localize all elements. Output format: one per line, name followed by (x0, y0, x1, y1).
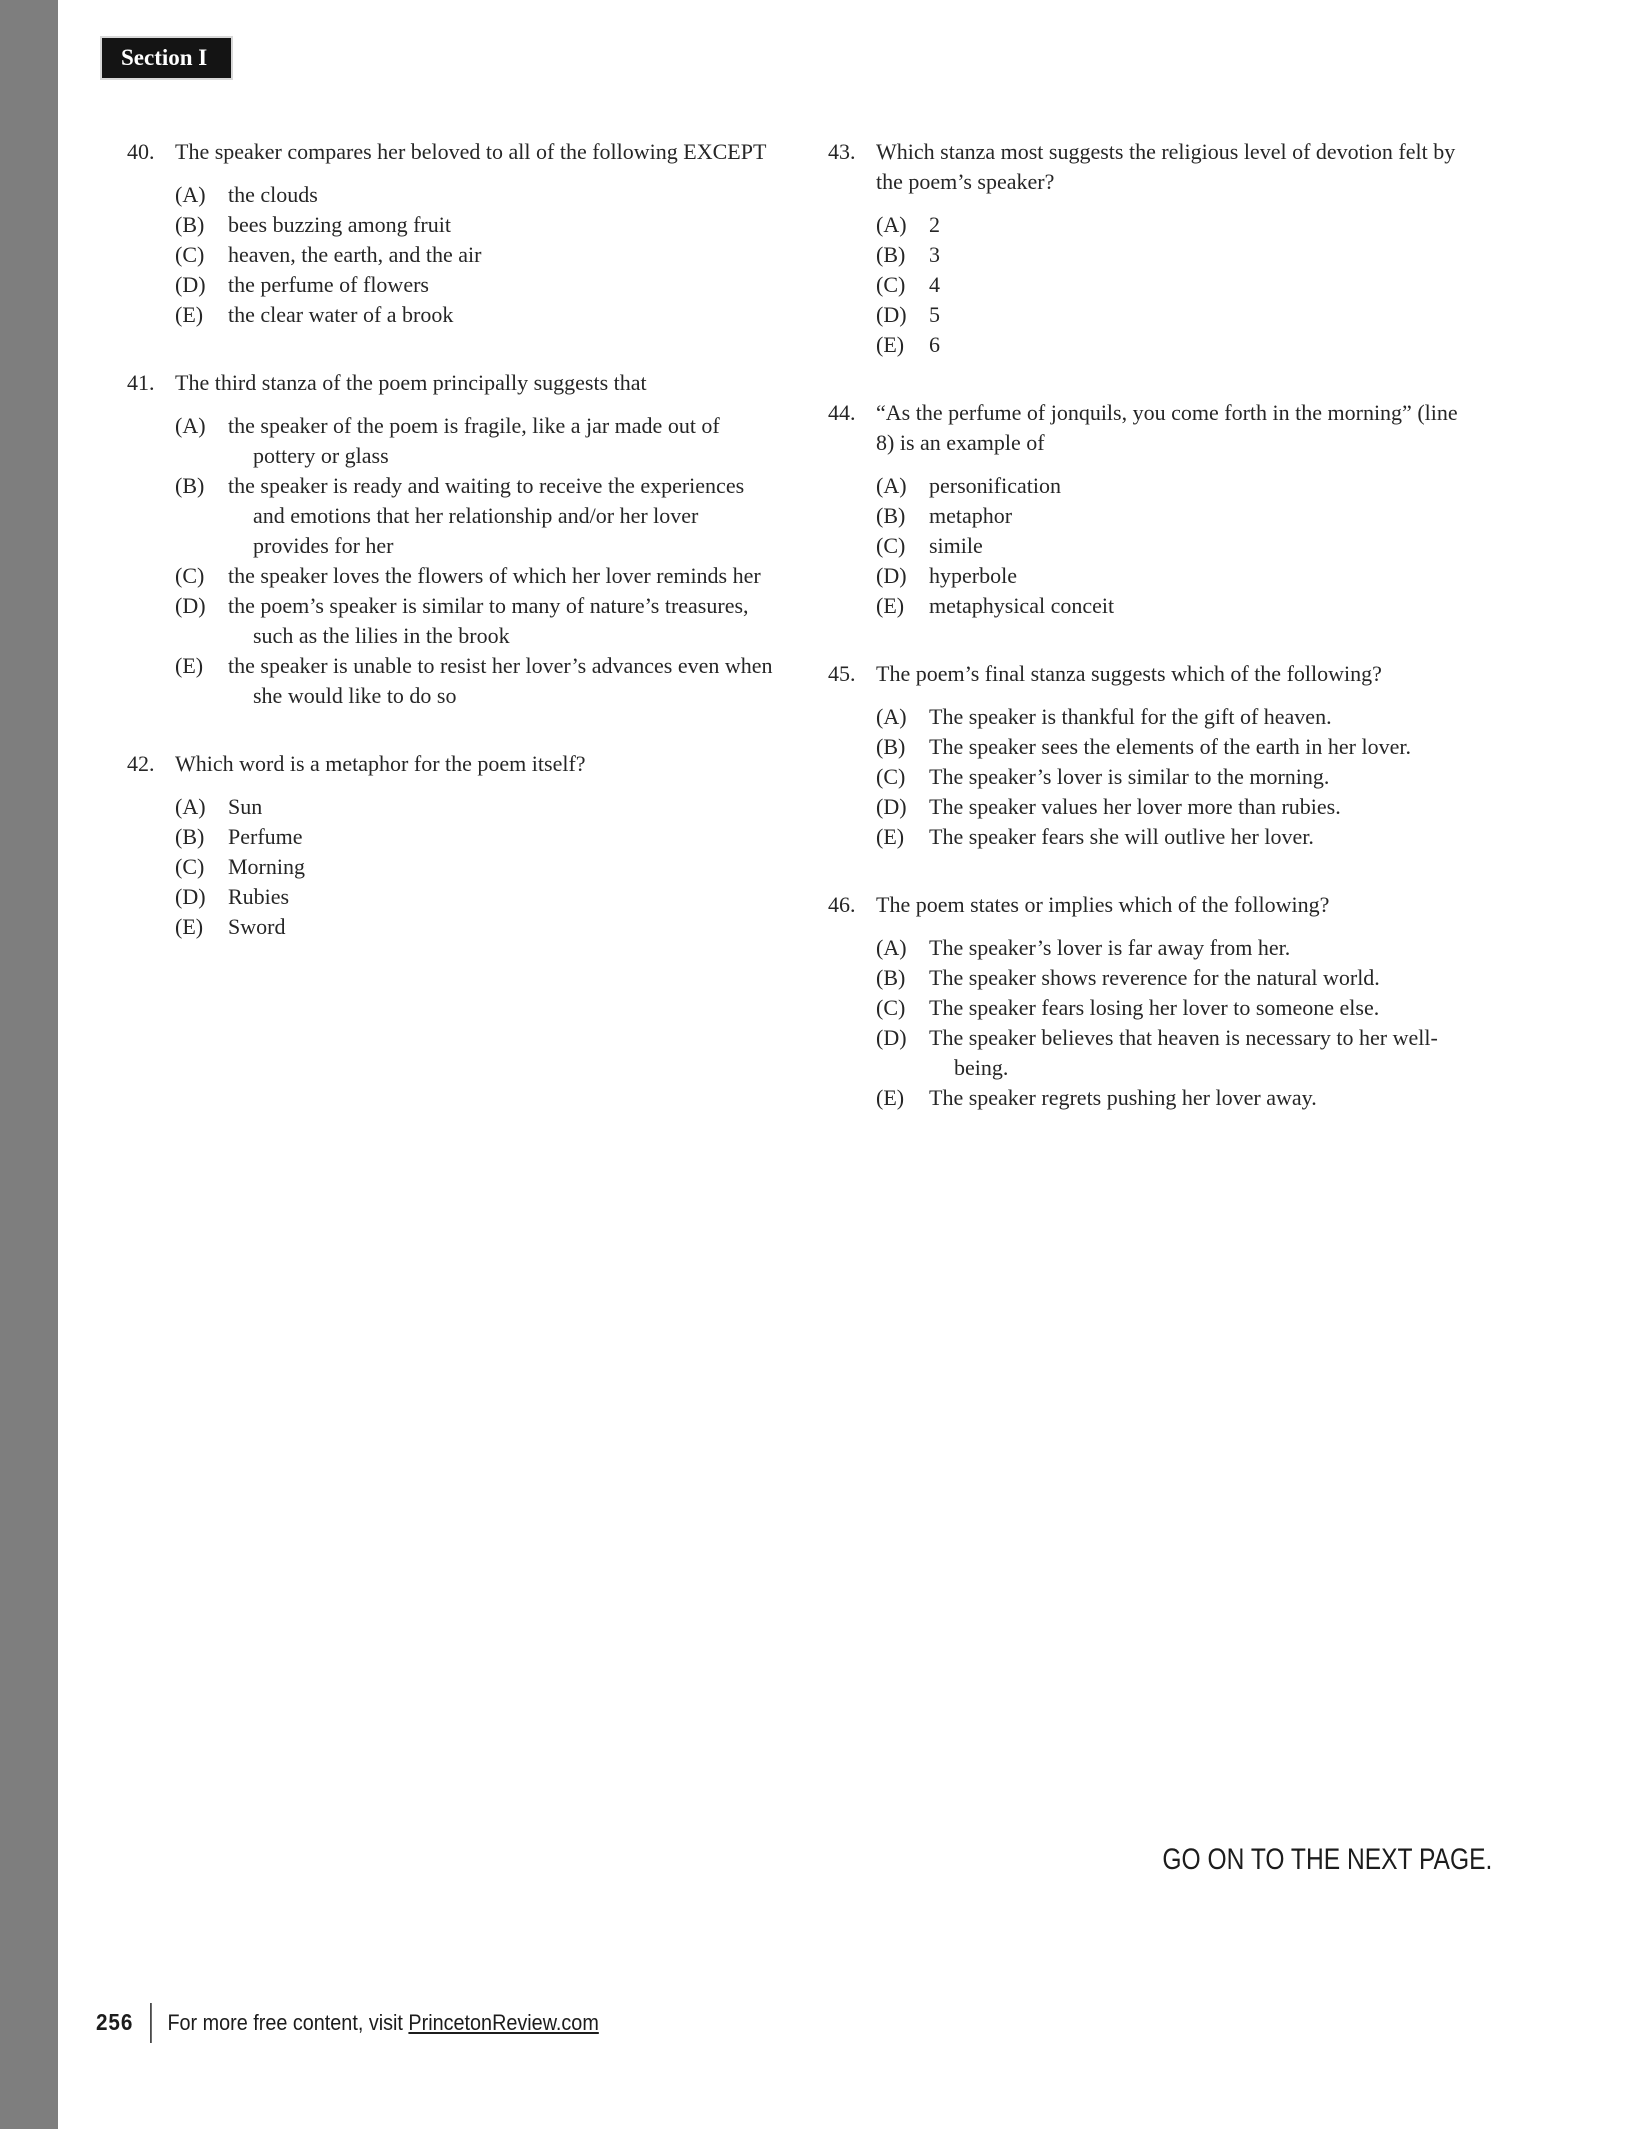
choice-row (876, 1023, 1468, 1083)
choice-row (175, 912, 775, 942)
choice-letter: (B) (175, 824, 205, 849)
choice-letter: (A) (876, 704, 907, 729)
choice-text: Sun (228, 794, 263, 819)
question-number: 41. (127, 370, 155, 395)
choice-row (876, 822, 1468, 852)
choice-text: Perfume (228, 824, 303, 849)
choice-text: The speaker believes that heaven is necessary to her well-being. (929, 1025, 1438, 1080)
choice-row (175, 240, 775, 270)
choice-letter: (D) (876, 302, 907, 327)
choice-text: The speaker sees the elements of the earth in her lover. (929, 734, 1411, 759)
choice-text: 3 (929, 242, 940, 267)
choice-letter: (D) (175, 272, 206, 297)
question-stem (828, 137, 1468, 197)
choice-letter: (C) (876, 764, 906, 789)
question-number: 40. (127, 139, 155, 164)
question-text: The speaker compares her beloved to all of the following EXCEPT (175, 139, 767, 164)
question-text: The poem’s final stanza suggests which of the following? (876, 661, 1382, 686)
choice-letter: (D) (175, 884, 206, 909)
choice-row (876, 963, 1468, 993)
choice-row (175, 852, 775, 882)
question-stem (828, 659, 1468, 689)
choice-letter: (A) (175, 182, 206, 207)
choice-text: bees buzzing among fruit (228, 212, 451, 237)
question-text: Which word is a metaphor for the poem itself? (175, 751, 586, 776)
choice-letter: (B) (876, 242, 906, 267)
choice-letter: (D) (876, 1025, 907, 1050)
choice-letter: (E) (876, 332, 905, 357)
choice-text: the clouds (228, 182, 318, 207)
question (127, 137, 775, 330)
choice-letter: (C) (876, 995, 906, 1020)
question (828, 137, 1468, 360)
choice-text: the speaker is unable to resist her lover’s advances even when she would like to do so (228, 653, 773, 708)
question-column-left (127, 137, 775, 1151)
choice-text: Rubies (228, 884, 290, 909)
question-text: “As the perfume of jonquils, you come forth in the morning” (line 8) is an example of (876, 400, 1458, 455)
question (828, 659, 1468, 852)
page-footer (96, 2003, 599, 2043)
choice-letter: (D) (175, 593, 206, 618)
choice-letter: (E) (175, 914, 204, 939)
choice-letter: (A) (876, 935, 907, 960)
choice-letter: (B) (876, 734, 906, 759)
question-number: 44. (828, 400, 856, 425)
choice-text: The speaker’s lover is similar to the morning. (929, 764, 1330, 789)
choice-row (175, 591, 775, 651)
question-text: The poem states or implies which of the following? (876, 892, 1330, 917)
questions-area (127, 137, 1468, 1151)
question-text: Which stanza most suggests the religious level of devotion felt by the poem’s speaker? (876, 139, 1456, 194)
choice-row (876, 471, 1468, 501)
choice-text: The speaker’s lover is far away from her. (929, 935, 1291, 960)
choice-row (876, 762, 1468, 792)
section-badge (100, 36, 233, 80)
choice-text: Sword (228, 914, 286, 939)
choice-row (175, 792, 775, 822)
choice-text: The speaker fears she will outlive her lover. (929, 824, 1314, 849)
question (127, 368, 775, 711)
choices (127, 411, 775, 711)
choice-row (175, 882, 775, 912)
question-number: 45. (828, 661, 856, 686)
choice-letter: (E) (876, 1085, 905, 1110)
question (828, 890, 1468, 1113)
choice-letter: (C) (175, 563, 205, 588)
choices (828, 471, 1468, 621)
choice-row (175, 411, 775, 471)
question-number: 46. (828, 892, 856, 917)
choice-text: personification (929, 473, 1061, 498)
choice-row (876, 993, 1468, 1023)
choice-text: metaphor (929, 503, 1013, 528)
choice-text: hyperbole (929, 563, 1017, 588)
choices (828, 933, 1468, 1113)
choice-text: 2 (929, 212, 940, 237)
choices (828, 210, 1468, 360)
choice-letter: (A) (175, 794, 206, 819)
choice-letter: (C) (876, 272, 906, 297)
question (828, 398, 1468, 621)
choice-text: The speaker fears losing her lover to someone else. (929, 995, 1380, 1020)
choice-letter: (A) (175, 413, 206, 438)
choice-text: The speaker values her lover more than rubies. (929, 794, 1341, 819)
choice-text: 6 (929, 332, 940, 357)
choice-row (876, 300, 1468, 330)
choice-text: The speaker is thankful for the gift of heaven. (929, 704, 1332, 729)
choices (828, 702, 1468, 852)
choice-text: the speaker is ready and waiting to receive the experiences and emotions that her relationship and/or her lover provides for her (228, 473, 745, 558)
choice-row (175, 651, 775, 711)
choice-text: The speaker regrets pushing her lover away. (929, 1085, 1317, 1110)
choice-row (876, 210, 1468, 240)
choice-text: The speaker shows reverence for the natural world. (929, 965, 1380, 990)
choice-letter: (D) (876, 563, 907, 588)
choice-row (876, 330, 1468, 360)
choice-row (876, 561, 1468, 591)
question (127, 749, 775, 942)
choice-text: 4 (929, 272, 940, 297)
choice-text: the clear water of a brook (228, 302, 454, 327)
question-stem (127, 137, 775, 167)
choice-row (175, 822, 775, 852)
choice-letter: (E) (876, 824, 905, 849)
left-gray-print-bar (0, 0, 58, 2129)
choice-row (876, 531, 1468, 561)
question-text: The third stanza of the poem principally suggests that (175, 370, 647, 395)
choices (127, 180, 775, 330)
choice-row (175, 270, 775, 300)
footer-divider (150, 2003, 152, 2043)
choice-text: the speaker of the poem is fragile, like a jar made out of pottery or glass (228, 413, 720, 468)
question-number: 42. (127, 751, 155, 776)
question-stem (127, 368, 775, 398)
section-badge-label: Section I (121, 45, 208, 70)
go-on-instruction: GO ON TO THE NEXT PAGE. (1162, 1843, 1492, 1876)
choice-row (876, 702, 1468, 732)
choice-letter: (C) (175, 854, 205, 879)
choice-row (175, 471, 775, 561)
choice-letter: (E) (175, 653, 204, 678)
question-number: 43. (828, 139, 856, 164)
choice-letter: (D) (876, 794, 907, 819)
choice-row (175, 180, 775, 210)
choice-letter: (B) (876, 503, 906, 528)
footer-text (167, 2003, 598, 2043)
choice-text: the poem’s speaker is similar to many of nature’s treasures, such as the lilies in the brook (228, 593, 749, 648)
choice-letter: (A) (876, 212, 907, 237)
choice-letter: (C) (876, 533, 906, 558)
choice-row (175, 210, 775, 240)
footer-link[interactable]: PrincetonReview.com (408, 2010, 599, 2035)
choice-row (876, 1083, 1468, 1113)
choice-letter: (A) (876, 473, 907, 498)
choice-text: the speaker loves the flowers of which her lover reminds her (228, 563, 761, 588)
choice-row (876, 732, 1468, 762)
choice-letter: (C) (175, 242, 205, 267)
choices (127, 792, 775, 942)
choice-row (876, 933, 1468, 963)
choice-letter: (E) (175, 302, 204, 327)
choice-row (876, 240, 1468, 270)
footer-text-before-link: For more free content, visit (167, 2010, 409, 2035)
choice-row (876, 270, 1468, 300)
question-stem (127, 749, 775, 779)
question-stem (828, 398, 1468, 458)
choice-text: metaphysical conceit (929, 593, 1115, 618)
choice-text: heaven, the earth, and the air (228, 242, 482, 267)
question-stem (828, 890, 1468, 920)
page-number: 256 (96, 2009, 134, 2035)
choice-text: the perfume of flowers (228, 272, 429, 297)
choice-row (876, 792, 1468, 822)
question-column-right (828, 137, 1468, 1151)
choice-letter: (B) (175, 212, 205, 237)
choice-row (876, 501, 1468, 531)
choice-row (175, 561, 775, 591)
choice-letter: (B) (876, 965, 906, 990)
choice-text: 5 (929, 302, 940, 327)
choice-letter: (E) (876, 593, 905, 618)
choice-row (175, 300, 775, 330)
choice-text: Morning (228, 854, 305, 879)
choice-letter: (B) (175, 473, 205, 498)
choice-row (876, 591, 1468, 621)
choice-text: simile (929, 533, 983, 558)
